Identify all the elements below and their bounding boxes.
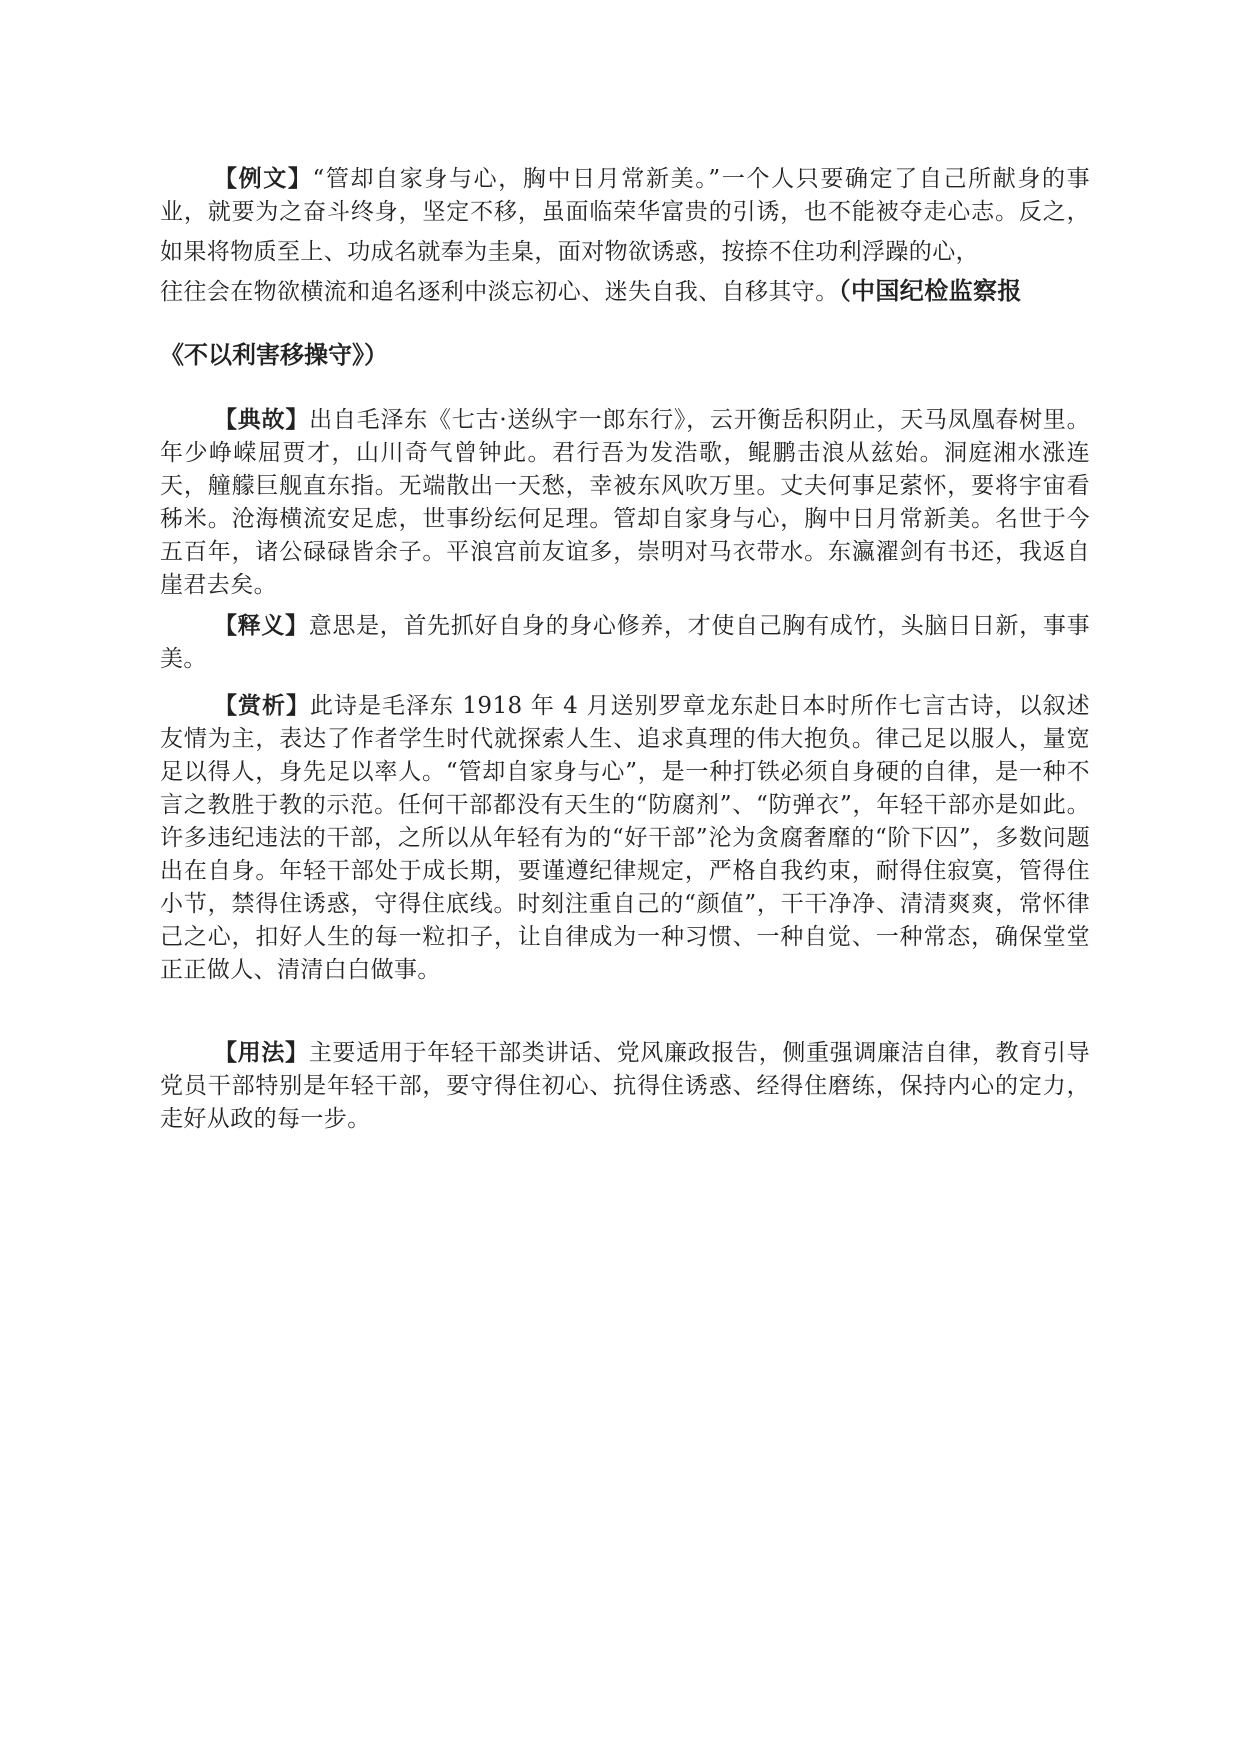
meaning-tag: 【释义】 <box>214 613 309 639</box>
allusion-tag: 【典故】 <box>214 407 310 433</box>
allusion-text: 出自毛泽东《七古·送纵宇一郎东行》，云开衡岳积阴止，天马凤凰春树里。年少峥嵘屈贾才，山川奇气曾钟此。君行吾为发浩歌，鲲鹏击浪从兹始。洞庭湘水涨连天，艟艨巨舰直东指。无端散出一天愁，幸被东风吹万里。丈夫何事足萦怀，要将宇宙看秭米。沧海横流安足虑，世事纷纭何足理。管却自家身与心，胸中日月常新美。名世于今五百年，诸公碌碌皆余子。平浪宫前友谊多，崇明对马衣带水。东瀛濯剑有书还，我返自崖君去矣。 <box>160 407 1090 598</box>
appreciation-paragraph <box>160 690 1090 987</box>
example-paragraph <box>160 163 1090 309</box>
usage-text: 主要适用于年轻干部类讲话、党风廉政报告，侧重强调廉洁自律，教育引导党员干部特别是年轻干部，要守得住初心、抗得住诱惑、经得住磨练，保持内心的定力，走好从政的每一步。 <box>160 1040 1090 1132</box>
appreciation-tag: 【赏析】 <box>214 693 311 719</box>
example-text: “管却自家身与心，胸中日月常新美。”一个人只要确定了自己所献身的事业，就要为之奋斗终身，坚定不移，虽面临荣华富贵的引诱，也不能被夺走心志。反之，如果将物质至上、功成名就奉为圭臬，面对物欲诱惑，按捺不住功利浮躁的心， <box>160 166 1090 265</box>
example-source-prefix: （中国纪检监察报 <box>838 277 1022 305</box>
usage-tag: 【用法】 <box>214 1040 309 1066</box>
allusion-paragraph <box>160 404 1090 602</box>
usage-paragraph <box>160 1037 1090 1136</box>
meaning-paragraph <box>160 610 1090 676</box>
example-tag: 【例文】 <box>214 166 313 192</box>
example-source-title: 《不以利害移操守》） <box>160 341 388 369</box>
appreciation-text: 此诗是毛泽东 1918 年 4 月送别罗章龙东赴日本时所作七言古诗，以叙述友情为主，表达了作者学生时代就探索人生、追求真理的伟大抱负。律己足以服人，量宽足以得人，身先足以率人。“管却自家身与心”，是一种打铁必须自身硬的自律，是一种不言之教胜于教的示范。任何干部都没有天生的“防腐剂”、“防弹衣”，年轻干部亦是如此。许多违纪违法的干部，之所以从年轻有为的“好干部”沦为贪腐奢靡的“阶下囚”，多数问题出在自身。年轻干部处于成长期，要谨遵纪律规定，严格自我约束，耐得住寂寞，管得住小节，禁得住诱惑，守得住底线。时刻注重自己的“颜值”，干干净净、清清爽爽，常怀律己之心，扣好人生的每一粒扣子，让自律成为一种习惯、一种自觉、一种常态，确保堂堂正正做人、清清白白做事。 <box>160 693 1090 983</box>
example-text-continued: 往往会在物欲横流和追名逐利中淡忘初心、迷失自我、自移其守。 <box>160 279 839 305</box>
meaning-text: 意思是，首先抓好自身的身心修养，才使自己胸有成竹，头脑日日新，事事美。 <box>160 613 1090 672</box>
